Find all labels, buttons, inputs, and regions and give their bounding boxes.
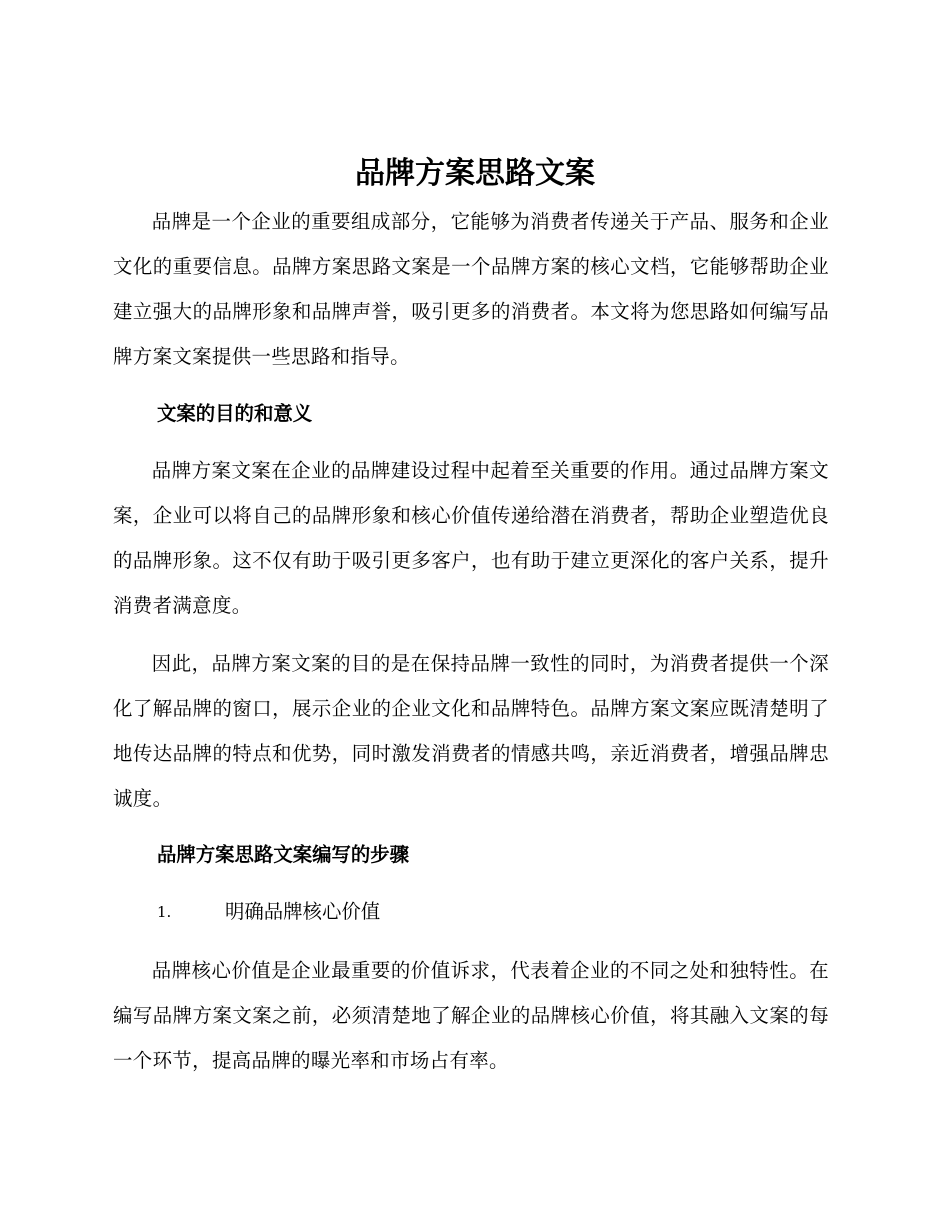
purpose-paragraph-2: 因此，品牌方案文案的目的是在保持品牌一致性的同时，为消费者提供一个深化了解品牌的窗口，展示企业的企业文化和品牌特色。品牌方案文案应既清楚明了地传达品牌的特点和优势，同时激发消费者的情感共鸣，亲近消费者，增强品牌忠诚度。 <box>113 652 829 810</box>
list-item-number: 1. <box>157 903 172 921</box>
step-paragraph: 品牌核心价值是企业最重要的价值诉求，代表着企业的不同之处和独特性。在编写品牌方案文案之前，必须清楚地了解企业的品牌核心价值，将其融入文案的每一个环节，提高品牌的曝光率和市场占有率。 <box>113 959 829 1072</box>
intro-paragraph: 品牌是一个企业的重要组成部分，它能够为消费者传递关于产品、服务和企业文化的重要信息。品牌方案思路文案是一个品牌方案的核心文档，它能够帮助企业建立强大的品牌形象和品牌声誉，吸引更多的消费者。本文将为您思路如何编写品牌方案文案提供一些思路和指导。 <box>113 210 829 368</box>
document-title: 品牌方案思路文案 <box>355 156 595 191</box>
section-heading-steps: 品牌方案思路文案编写的步骤 <box>157 843 410 866</box>
list-item-title: 明确品牌核心价值 <box>225 900 381 923</box>
section-heading-purpose: 文案的目的和意义 <box>157 402 313 425</box>
purpose-paragraph-1: 品牌方案文案在企业的品牌建设过程中起着至关重要的作用。通过品牌方案文案，企业可以将自己的品牌形象和核心价值传递给潜在消费者，帮助企业塑造优良的品牌形象。这不仅有助于吸引更多客户，也有助于建立更深化的客户关系，提升消费者满意度。 <box>113 459 829 617</box>
